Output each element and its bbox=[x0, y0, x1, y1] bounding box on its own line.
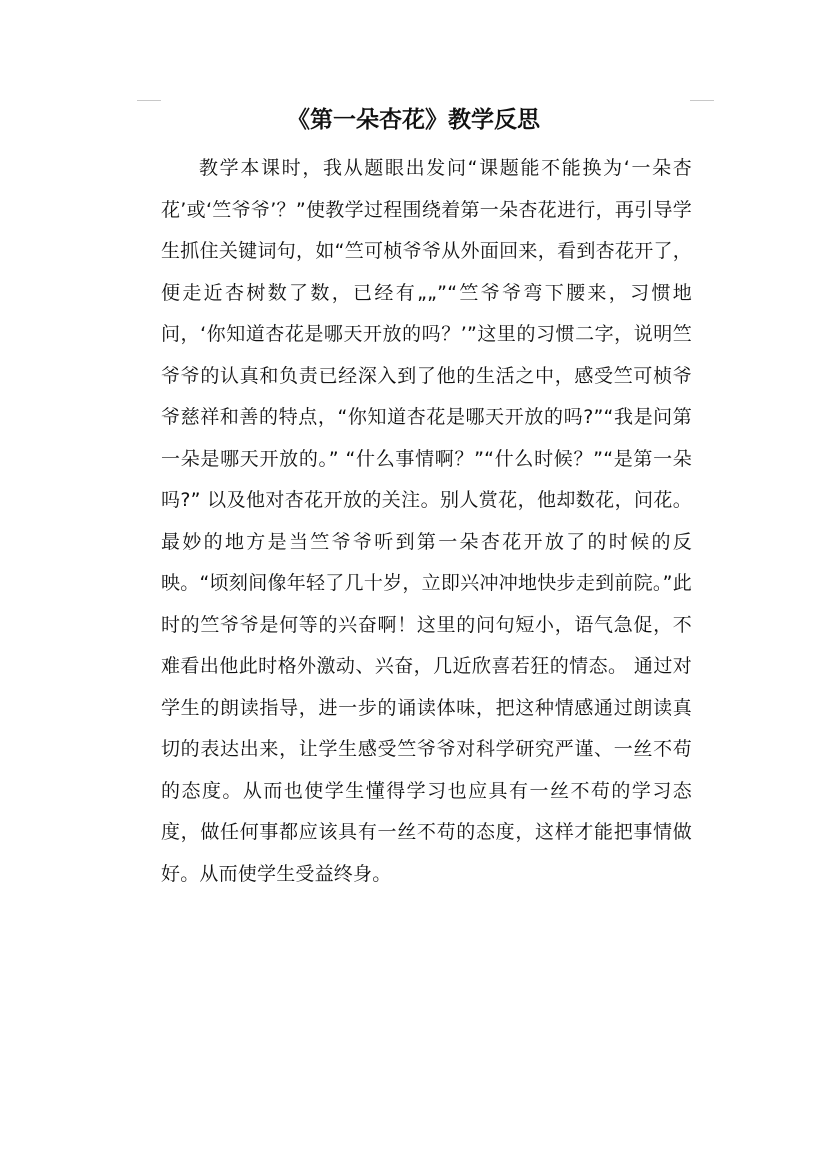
page-corner-mark-right bbox=[690, 100, 714, 101]
document-title: 《第一朵杏花》教学反思 bbox=[287, 106, 540, 133]
document-body-paragraph: 教学本课时，我从题眼出发问“课题能不能换为‘一朵杏花’或‘竺爷爷’？”使教学过程围绕着第一朵杏花进行，再引导学生抓住关键词句，如“竺可桢爷爷从外面回来，看到杏花开了，便走近杏树数了数，已经有„„”“竺爷爷弯下腰来，习惯地问，‘你知道杏花是哪天开放的吗？’”这里的习惯二字，说明竺爷爷的认真和负责已经深入到了他的生活之中，感受竺可桢爷爷慈祥和善的特点，“你知道杏花是哪天开放的吗?”“我是问第一朵是哪天开放的。” “什么事情啊？”“什么时候？”“是第一朵吗?” 以及他对杏花开放的关注。别人赏花，他却数花，问花。最妙的地方是当竺爷爷听到第一朵杏花开放了的时候的反映。“顷刻间像年轻了几十岁，立即兴冲冲地快步走到前院。”此时的竺爷爷是何等的兴奋啊！这里的问句短小，语气急促，不难看出他此时格外激动、兴奋，几近欣喜若狂的情态。 通过对学生的朗读指导，进一步的诵读体味，把这种情感通过朗读真切的表达出来，让学生感受竺爷爷对科学研究严谨、一丝不苟的态度。从而也使学生懂得学习也应具有一丝不苟的学习态度，做任何事都应该具有一丝不苟的态度，这样才能把事情做好。从而使学生受益终身。 bbox=[161, 157, 692, 885]
page-corner-mark-left bbox=[137, 100, 161, 101]
